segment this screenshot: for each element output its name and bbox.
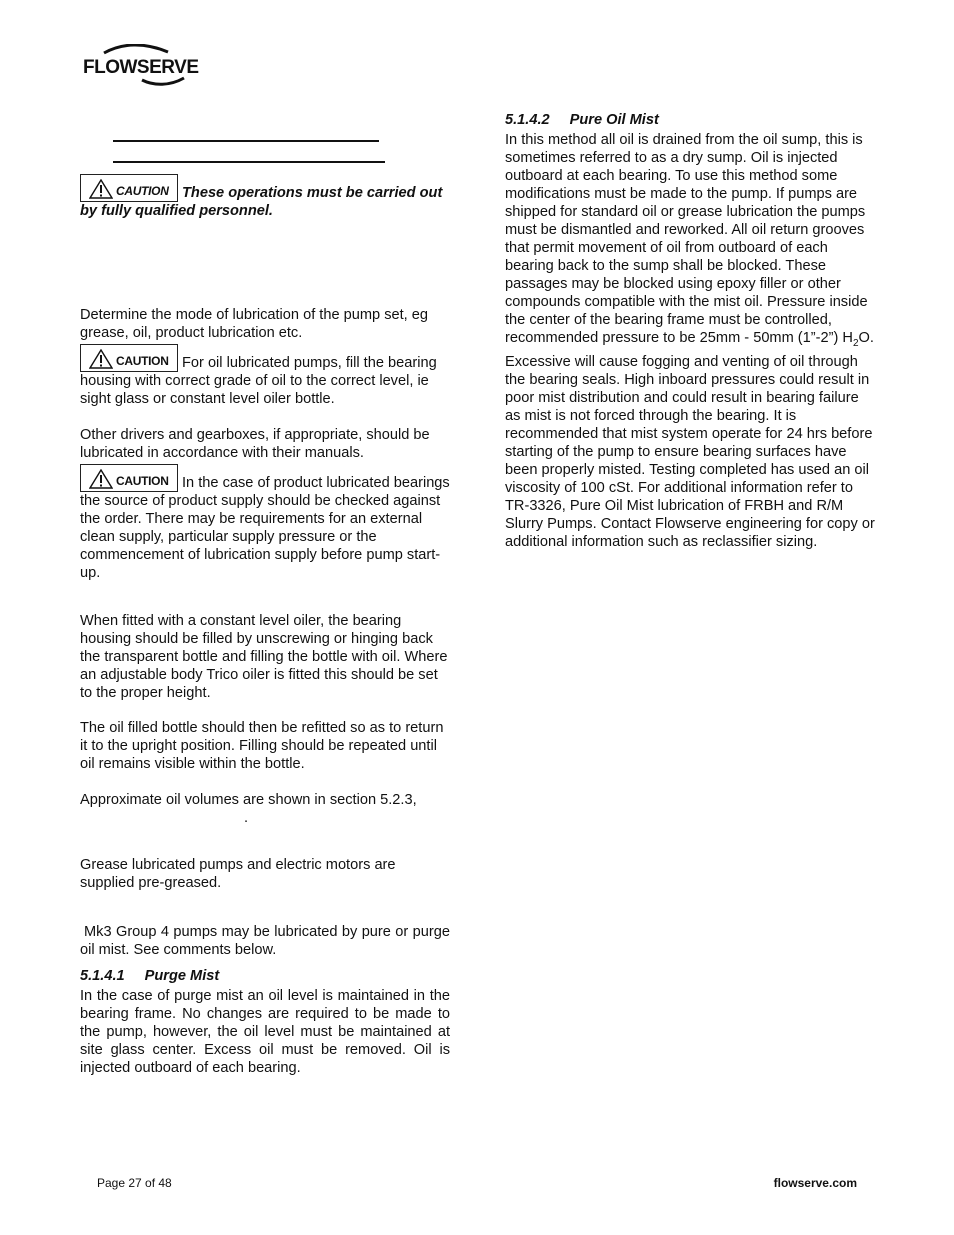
para-oil-volumes-dot: .	[244, 810, 249, 826]
heading-rule-1	[113, 140, 379, 142]
warning-triangle-icon	[89, 179, 113, 199]
para-determine: Determine the mode of lubrication of the pump set, eg grease, oil, product lubrication etc.	[80, 307, 429, 341]
subscript-2: 2	[852, 337, 859, 349]
caution-para-3	[80, 464, 450, 582]
para-oil-volumes: Approximate oil volumes are shown in section 5.2.3,	[80, 792, 417, 808]
para-constant-level-oiler: When fitted with a constant level oiler, the bearing housing should be filled by unscrewing or hinging back the transparent bottle and filling the bottle with oil. Where an adjustable body Trico oiler is fitted this should be set to the proper height.	[80, 613, 448, 701]
section-heading-purge-mist	[80, 968, 450, 984]
caution-para-2	[80, 344, 450, 408]
section-title: Purge Mist	[144, 968, 220, 984]
footer-website: flowserve.com	[773, 1176, 857, 1190]
logo-wordmark: FLOWSERVE	[83, 57, 199, 78]
caution-text-1: These operations must be carried out by fully qualified personnel.	[80, 185, 443, 219]
caution-text-2: For oil lubricated pumps, fill the bearing housing with correct grade of oil to the correct level, ie sight glass or constant level oiler bottle.	[80, 355, 437, 407]
caution-para-1	[80, 174, 450, 220]
para-other-drivers: Other drivers and gearboxes, if appropriate, should be lubricated in accordance with their manuals.	[80, 427, 430, 461]
para-grease: Grease lubricated pumps and electric motors are supplied pre-greased.	[80, 857, 396, 891]
para-mk3-group4: Mk3 Group 4 pumps may be lubricated by pure or purge oil mist. See comments below.	[80, 924, 450, 958]
right-column	[505, 112, 877, 551]
caution-badge: CAUTION	[80, 344, 178, 372]
para-oil-bottle: The oil filled bottle should then be refitted so as to return it to the upright position. Filling should be repeated until oil remains visible within the bottle.	[80, 720, 444, 772]
section-number: 5.1.4.2	[505, 112, 550, 128]
left-column	[80, 174, 450, 1077]
section-heading-pure-oil-mist	[505, 112, 877, 128]
flowserve-logo	[82, 44, 202, 88]
warning-triangle-icon	[89, 349, 113, 369]
caution-badge: CAUTION	[80, 464, 178, 492]
warning-triangle-icon	[89, 469, 113, 489]
caution-badge: CAUTION	[80, 174, 178, 202]
heading-rule-2	[113, 161, 385, 163]
para-pure-oil-mist: In this method all oil is drained from the oil sump, this is sometimes referred to as a dry sump. Oil is injected outboard at each bearing. To use this method some modifications must be made to the pump. If pumps are shipped for standard oil or grease lubrication the pumps must be dismantled and reworked. All oil return grooves that permit movement of oil from outboard of each bearing back to the sump shall be blocked. These passages may be blocked using epoxy filler or other compounds compatible with the mist oil. Pressure inside the center of the bearing frame must be controlled, recommended pressure to be 25mm - 50mm (1”-2”) $H_2O$. Excessive will cause fogging and venting of oil through the bearing seals. High inboard pressures could result in poor mist distribution and could result in bearing failure as mist is not forced through the bearing. It is recommended that mist system operate for 24 hrs before starting of the pump to ensure bearing surfaces have been properly misted. Testing completed has used an oil viscosity of 100 cSt. For additional information refer to TR-3326, Pure Oil Mist lubrication of FRBH and R/M Slurry Pumps. Contact Flowserve engineering for copy or additional information such as reclassifier sizing.	[505, 132, 875, 550]
caution-text-3: In the case of product lubricated bearings the source of product supply should be checked against the order. There may be requirements for an external clean supply, particular supply pressure or the commencement of lubrication supply before pump start-up.	[80, 475, 450, 581]
section-title: Pure Oil Mist	[569, 112, 659, 128]
para-purge-mist: In the case of purge mist an oil level is maintained in the bearing frame. No changes are required to be made to the pump, however, the oil level must be maintained at site glass center. Excess oil must be removed. Oil is injected outboard of each bearing.	[80, 988, 450, 1076]
section-number: 5.1.4.1	[80, 968, 125, 984]
footer-page-number: Page 27 of 48	[97, 1176, 172, 1190]
